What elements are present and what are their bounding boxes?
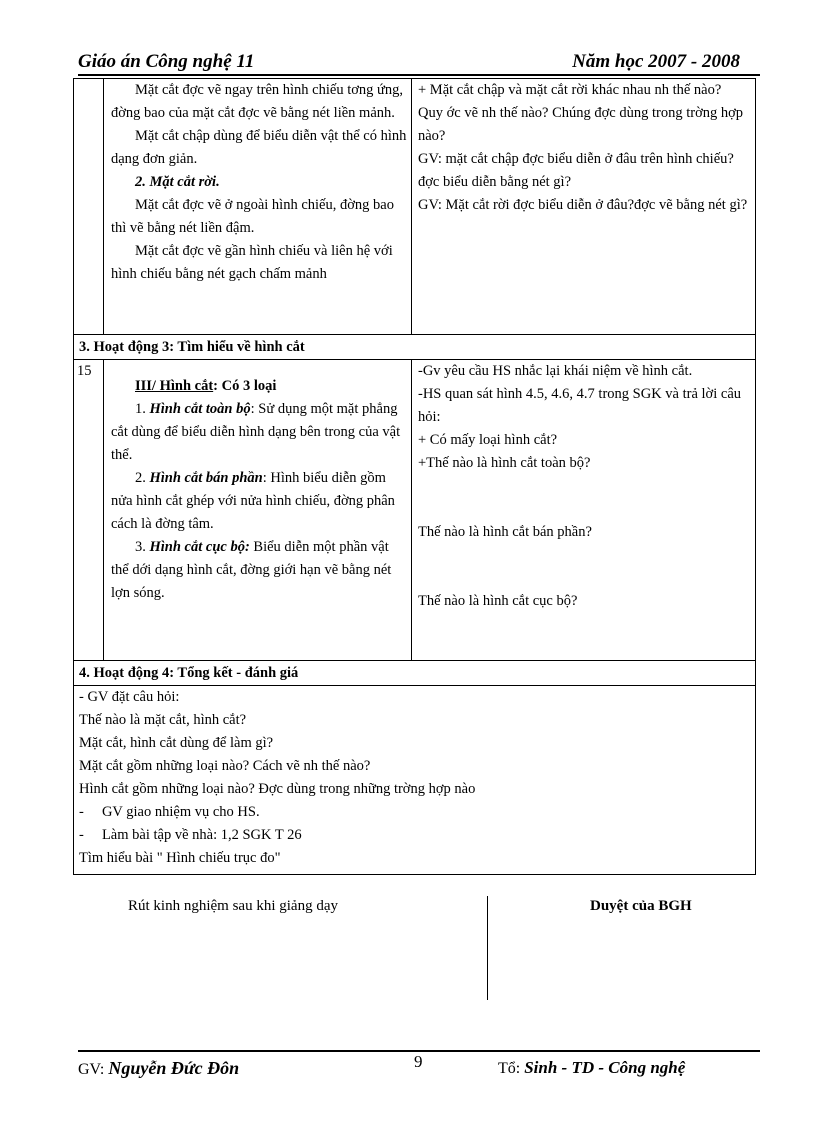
page-header [78, 50, 760, 76]
paragraph: -HS quan sát hình 4.5, 4.6, 4.7 trong SGK và trả lời câu hỏi: [418, 386, 742, 425]
table-row [74, 661, 756, 686]
table-row [74, 686, 756, 875]
item-text: : Hình biểu diễn gồm nửa hình cắt ghép với nửa hình chiếu, đờng phân cách là đờng tâm. [111, 470, 395, 532]
table-row [74, 335, 756, 360]
time-cell [74, 79, 104, 335]
paragraph: Mặt cắt chập dùng để biểu diễn vật thể có hình dạng đơn giản. [111, 128, 407, 167]
paragraph: Hình cắt gồm những loại nào? Đợc dùng trong những trờng hợp nào [79, 781, 476, 797]
content-cell [104, 79, 412, 335]
paragraph: Mặt cắt, hình cắt dùng để làm gì? [79, 735, 274, 751]
subheading: 2. Mặt cắt rời. [135, 174, 220, 190]
paragraph: Mặt cắt đợc vẽ ở ngoài hình chiếu, đờng bao thì vẽ bằng nét liền đậm. [111, 197, 394, 236]
item-number: 1. [135, 401, 150, 417]
department [498, 1058, 685, 1078]
paragraph: - GV giao nhiệm vụ cho HS. [79, 804, 260, 820]
subheading [111, 375, 407, 398]
table-row [74, 79, 756, 335]
paragraph: - Làm bài tập về nhà: 1,2 SGK T 26 [79, 827, 302, 843]
paragraph: Mặt cắt đợc vẽ ngay trên hình chiếu tơng ứng, đờng bao của mặt cắt đợc vẽ bằng nét liền mảnh. [111, 82, 404, 121]
teaching-notes-label: Rút kinh nghiệm sau khi giảng dạy [128, 898, 338, 914]
item-term: Hình cắt bán phần [149, 470, 263, 486]
paragraph [111, 536, 407, 605]
paragraph [111, 398, 407, 467]
item-number: 3. [135, 539, 150, 555]
item-term: Hình cắt cục bộ: [149, 539, 250, 555]
approval-label: Duyệt của BGH [590, 898, 692, 914]
section-title: 4. Hoạt động 4: Tổng kết - đánh giá [74, 661, 756, 686]
lesson-table [73, 78, 756, 875]
paragraph: + Mặt cắt chập và mặt cắt rời khác nhau nh thế nào? [418, 82, 722, 98]
paragraph: Quy ớc vẽ nh thế nào? Chúng đợc dùng trong trờng hợp nào? [418, 105, 744, 144]
department-name: Sinh - TD - Công nghệ [524, 1058, 686, 1077]
paragraph: Tìm hiểu bài " Hình chiếu trục đo" [79, 850, 281, 866]
page-number: 9 [414, 1052, 423, 1071]
item-text: : Sử dụng một mặt phẳng cắt dùng để biểu diễn hình dạng bên trong của vật thể. [111, 401, 401, 463]
paragraph: -Gv yêu cầu HS nhắc lại khái niệm về hình cắt. [418, 363, 693, 379]
activity-cell [412, 360, 756, 661]
paragraph: + Có mấy loại hình cắt? [418, 432, 558, 448]
paragraph: Mặt cắt gồm những loại nào? Cách vẽ nh thế nào? [79, 758, 371, 774]
divider [487, 896, 488, 1000]
paragraph [111, 467, 407, 536]
page-footer [78, 1050, 760, 1082]
item-text: Biểu diễn một phần vật thể dới dạng hình cắt, đờng giới hạn vẽ bằng nét lợn sóng. [111, 539, 392, 601]
section-title: 3. Hoạt động 3: Tìm hiểu về hình cắt [74, 335, 756, 360]
paragraph: Thế nào là mặt cắt, hình cắt? [79, 712, 247, 728]
time-value: 15 [77, 363, 92, 379]
header-title: Giáo án Công nghệ 11 [78, 51, 255, 72]
paragraph: Thế nào là hình cắt cục bộ? [418, 593, 578, 609]
time-cell [74, 360, 104, 661]
header-year: Năm học 2007 - 2008 [572, 51, 740, 72]
content-cell [104, 360, 412, 661]
paragraph: GV: mặt cắt chập đợc biểu diễn ở đâu trên hình chiếu? đợc biểu diễn bằng nét gì? [418, 151, 734, 190]
paragraph: Thế nào là hình cắt bán phần? [418, 524, 592, 540]
table-row [74, 360, 756, 661]
item-term: Hình cắt toàn bộ [149, 401, 251, 417]
paragraph: +Thế nào là hình cắt toàn bộ? [418, 455, 591, 471]
teacher-label: GV: [78, 1061, 109, 1078]
teacher [78, 1058, 239, 1079]
paragraph: - GV đặt câu hỏi: [79, 689, 180, 705]
summary-cell [74, 686, 756, 875]
teacher-name: Nguyễn Đức Đôn [108, 1058, 240, 1078]
department-label: Tổ: [498, 1060, 525, 1077]
activity-cell [412, 79, 756, 335]
heading-rest: : Có 3 loại [213, 378, 277, 394]
heading-term: III/ Hình cắt [135, 378, 214, 394]
paragraph: GV: Mặt cắt rời đợc biểu diễn ở đâu?đợc vẽ bằng nét gì? [418, 197, 748, 213]
paragraph: Mặt cắt đợc vẽ gần hình chiếu và liên hệ với hình chiếu bằng nét gạch chấm mảnh [111, 243, 393, 282]
item-number: 2. [135, 470, 150, 486]
